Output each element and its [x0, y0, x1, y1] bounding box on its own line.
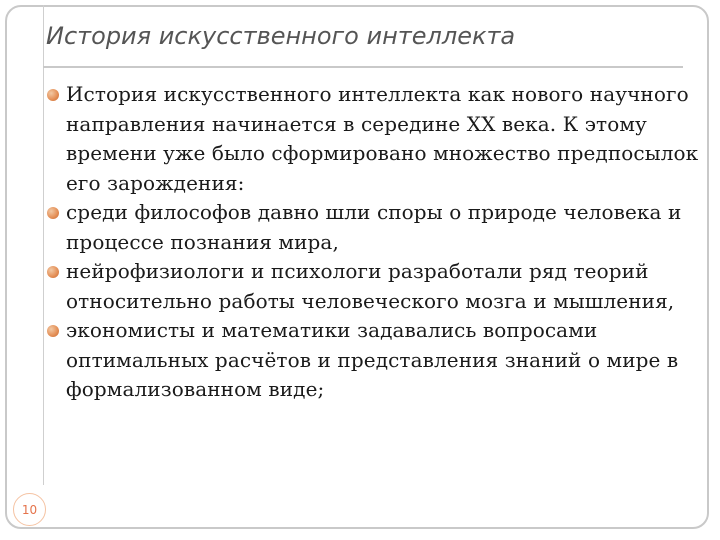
bullet-dot-icon — [47, 325, 59, 337]
bullet-text: среди философов давно шли споры о природе человека и процессе познания мира, — [66, 200, 682, 254]
bullet-dot-icon — [47, 207, 59, 219]
slide-title: История искусственного интеллекта — [46, 22, 516, 50]
bullet-item — [44, 316, 704, 405]
bullet-dot-icon — [47, 266, 59, 278]
bullet-item — [44, 198, 704, 257]
bullet-text: История искусственного интеллекта как нового научного направления начинается в середине XX века. К этому времени уже было сформировано множество предпосылок его зарождения: — [66, 82, 699, 195]
title-underline — [43, 66, 683, 68]
bullet-dot-icon — [47, 89, 59, 101]
bullet-item — [44, 257, 704, 316]
bullet-text: нейрофизиологи и психологи разработали ряд теорий относительно работы человеческого мозга и мышления, — [66, 259, 675, 313]
bullet-item — [44, 80, 704, 198]
bullet-list — [44, 80, 704, 405]
bullet-text: экономисты и математики задавались вопросами оптимальных расчётов и представления знаний о мире в формализованном виде; — [66, 318, 679, 401]
slide-number: 10 — [13, 493, 46, 526]
